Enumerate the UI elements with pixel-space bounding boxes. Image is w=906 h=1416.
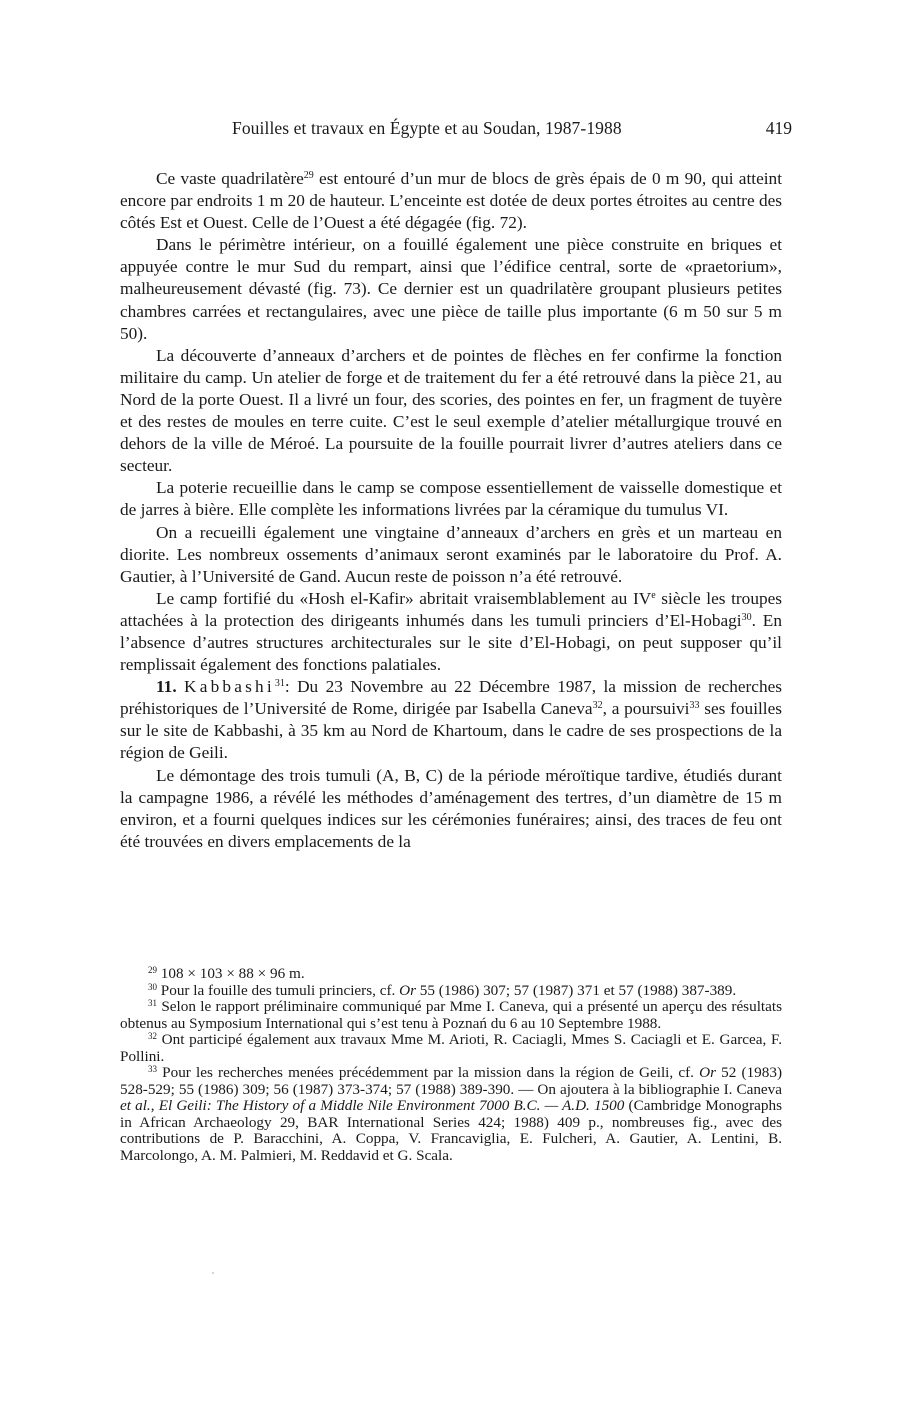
site-name: Kabbashi <box>184 677 275 697</box>
footnote-text: 52 (1983) 528-529; 55 (1986) 309; 56 (1987) 373-374; 57 (1988) 389-390. — On ajoutera à la bibliographie I. Caneva <box>120 1064 782 1098</box>
journal-abbrev: Or <box>699 1064 716 1081</box>
footnote-ref-30: 30 <box>741 611 752 623</box>
footnote-text: , <box>150 1097 159 1114</box>
running-title: Fouilles et travaux en Égypte et au Soudan, 1987-1988 <box>232 118 622 138</box>
footnote-text: Selon le rapport préliminaire communiqué par Mme I. Caneva, qui a présenté un aperçu des résultats obtenus au Symposium International qui s’est tenu à Poznań du 6 au 10 Septembre 1988. <box>120 998 782 1032</box>
footnote-text: 55 (1986) 307; 57 (1987) 371 et 57 (1988) 387-389. <box>416 981 737 999</box>
paragraph-8: Le démontage des trois tumuli (A, B, C) de la période méroïtique tardive, étudiés durant la campagne 1986, a révélé les méthodes d’aménagement des tertres, d’un diamètre de 15 m environ, et a fourni quelques indices sur les cérémonies funéraires; ainsi, des traces de feu ont été trouvées en divers emplacements de la <box>120 765 782 851</box>
paragraph-3: La découverte d’anneaux d’archers et de pointes de flèches en fer confirme la fonction militaire du camp. Un atelier de forge et de traitement du fer a été retrouvé dans la pièce 21, au Nord de la porte Ouest. Il a livré un four, des scories, des pointes en fer, un fragment de tuyère et des restes de moules en terre cuite. C’est le seul exemple d’atelier métallurgique trouvé en dehors de la ville de Méroé. La poursuite de la fouille pourrait livrer d’autres ateliers dans ce secteur. <box>120 345 782 476</box>
paragraph-5: On a recueilli également une vingtaine d’anneaux d’archers en grès et un marteau en diorite. Les nombreux ossements d’animaux seront examinés par le laboratoire du Prof. A. Gautier, à l’Université de Gand. Aucun reste de poisson n’a été retrouvé. <box>120 522 782 586</box>
paragraph-6 <box>120 588 782 676</box>
paragraph-1-text-a: Ce vaste quadrilatère <box>156 169 304 188</box>
footnote-30 <box>120 983 782 1000</box>
footnote-text: (Cambridge Monographs in African Archaeology 29, BAR International Series 424; 1988) 409 p., nombreuses fig., avec des contributions de P. Baracchini, A. Coppa, V. Francaviglia, E. Fulcheri, A. Gautier, A. Lentini, B. Marcolongo, A. M. Palmieri, M. Reddavid et G. Scala. <box>120 1097 782 1164</box>
footnote-number: 33 <box>148 1064 157 1074</box>
footnote-ref-33: 33 <box>689 700 700 712</box>
footnote-ref-29: 29 <box>303 170 314 181</box>
footnote-33 <box>120 1065 782 1164</box>
page-header <box>232 118 792 142</box>
paragraph-7-text-a: : Du 23 Novembre au 22 Décembre 1987, la mission de recherches préhistoriques de l’Université de Rome, dirigée par Isabella Caneva <box>120 677 782 719</box>
footnote-32 <box>120 1032 782 1065</box>
footnote-ref-32: 32 <box>592 700 603 712</box>
et-al: et al. <box>120 1097 151 1114</box>
scan-speck <box>212 1272 214 1274</box>
paragraph-7-text-b: , a poursuivi <box>602 699 690 719</box>
body-text <box>120 168 782 853</box>
paragraph-7-text-c: ses fouilles sur le site de Kabbashi, à 35 km au Nord de Khartoum, dans le cadre de ses prospections de la région de Geili. <box>120 699 782 763</box>
paragraph-6-text-c: . En l’absence d’autres structures architecturales sur le site d’El-Hobagi, on peut supposer qu’il remplissait également des fonctions palatiales. <box>120 610 782 675</box>
footnote-text: Pour la fouille des tumuli princiers, cf. <box>157 981 400 999</box>
paragraph-6-text-a: Le camp fortifié du «Hosh el-Kafir» abritait vraisemblablement au IV <box>156 588 652 608</box>
footnote-number: 29 <box>148 965 157 975</box>
paragraph-2: Dans le périmètre intérieur, on a fouillé également une pièce construite en briques et appuyée contre le mur Sud du rempart, ainsi que l’édifice central, sorte de «praetorium», malheureusement dévasté (fig. 73). Ce dernier est un quadrilatère groupant plusieurs petites chambres carrées et rectangulaires, avec une pièce de taille plus importante (6 m 50 sur 5 m 50). <box>120 235 782 343</box>
paragraph-6-text-b: siècle les troupes attachées à la protection des dirigeants inhumés dans les tumuli princiers d’El-Hobagi <box>120 588 782 630</box>
footnote-number: 31 <box>148 998 157 1008</box>
footnote-text: Pour les recherches menées précédemment par la mission dans la région de Geili, cf. <box>157 1064 700 1081</box>
century-superscript: e <box>651 589 656 601</box>
footnote-number: 32 <box>148 1031 157 1041</box>
page-number: 419 <box>765 118 792 138</box>
paragraph-7 <box>120 676 782 764</box>
journal-abbrev: Or <box>399 981 416 999</box>
section-number: 11. <box>156 677 177 697</box>
footnote-text: 108 × 103 × 88 × 96 m. <box>157 965 305 982</box>
paragraph-1-text-b: est entouré d’un mur de blocs de grès épais de 0 m 90, qui atteint encore par endroits 1 m 20 de hauteur. L’enceinte est dotée de deux portes étroites au centre des côtés Est et Ouest. Celle de l’Ouest a été dégagée (fig. 72). <box>120 169 782 233</box>
footnote-31 <box>120 999 782 1032</box>
footnote-number: 30 <box>148 981 157 992</box>
footnote-29 <box>120 966 782 983</box>
book-title: El Geili: The History of a Middle Nile Environment 7000 B.C. — A.D. 1500 <box>158 1097 625 1114</box>
footnotes <box>120 966 782 1164</box>
paragraph-1 <box>120 168 782 234</box>
footnote-ref-31: 31 <box>274 678 285 690</box>
footnote-text: Ont participé également aux travaux Mme M. Arioti, R. Caciagli, Mmes S. Caciagli et E. Garcea, F. Pollini. <box>120 1031 782 1065</box>
paragraph-4: La poterie recueillie dans le camp se compose essentiellement de vaisselle domestique et de jarres à bière. Elle complète les informations livrées par la céramique du tumulus VI. <box>120 478 782 520</box>
